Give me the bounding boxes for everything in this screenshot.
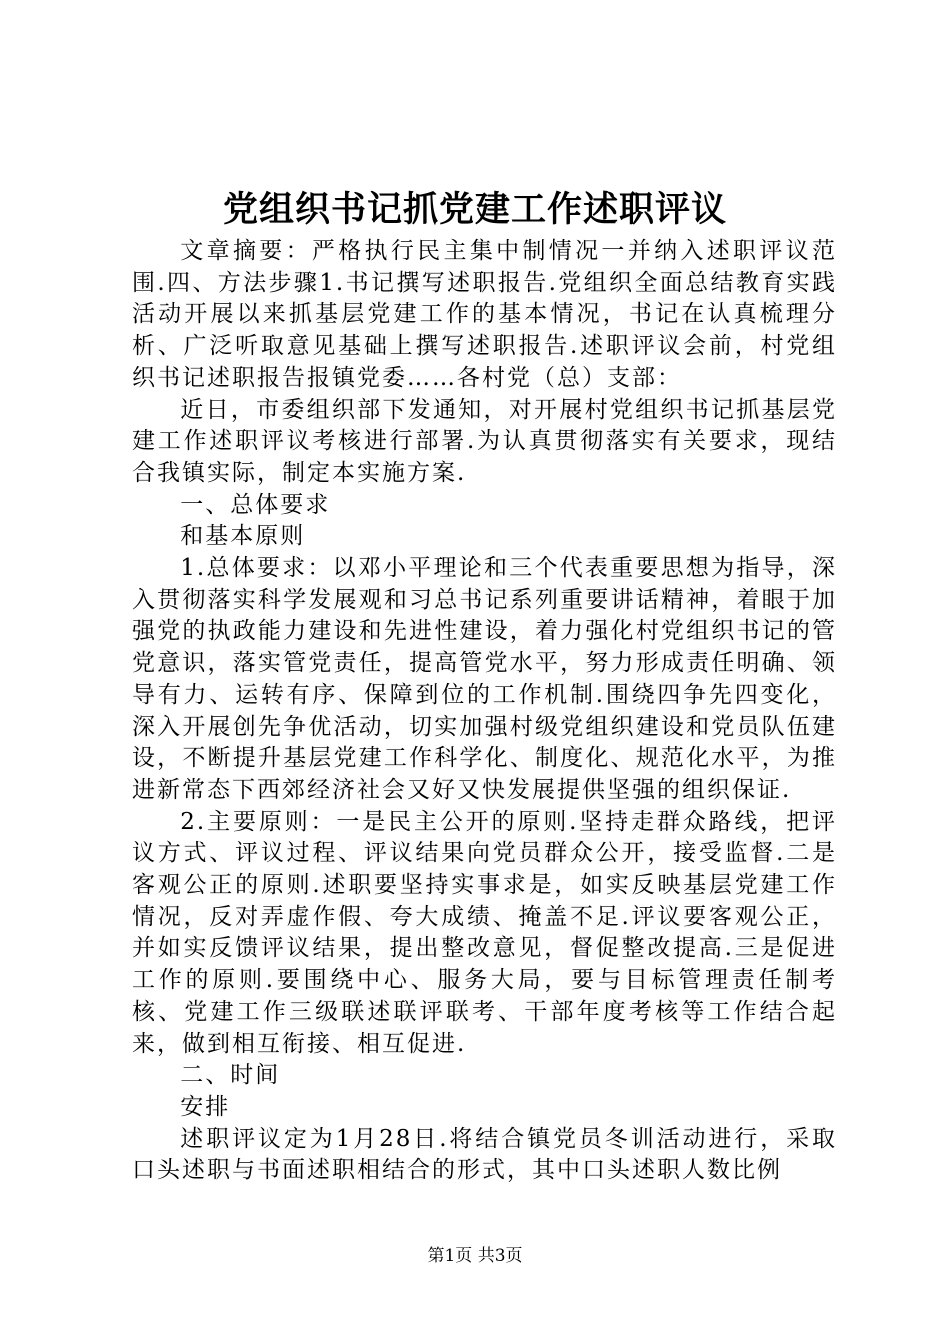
document-title: 党组织书记抓党建工作述职评议 bbox=[222, 189, 727, 230]
section-heading-2: 二、时间 bbox=[180, 1062, 281, 1089]
paragraph-main-principles: 2.主要原则：一是民主公开的原则.坚持走群众路线，把评议方式、评议过程、评议结果向党员群众公开，接受监督.二是客观公正的原则.述职要坚持实事求是，如实反映基层党建工作情况，反对弄虚作假、夸大成绩、掩盖不足.评议要客观公正，并如实反馈评议结果，提出整改意见，督促整改提高.三是促进工作的原则.要围绕中心、服务大局，要与目标管理责任制考核、党建工作三级联述联评联考、干部年度考核等工作结合起来，做到相互衔接、相互促进. bbox=[132, 808, 837, 1057]
paragraph-general-requirements: 1.总体要求：以邓小平理论和三个代表重要思想为指导，深入贯彻落实科学发展观和习总书记系列重要讲话精神，着眼于加强党的执政能力建设和先进性建设，着力强化村党组织书记的管党意识，落实管党责任，提高管党水平，努力形成责任明确、领导有力、运转有序、保障到位的工作机制.围绕四争先四变化，深入开展创先争优活动，切实加强村级党组织建设和党员队伍建设，不断提升基层党建工作科学化、制度化、规范化水平，为推进新常态下西郊经济社会又好又快发展提供坚强的组织保证. bbox=[132, 555, 837, 803]
paragraph-abstract: 文章摘要：严格执行民主集中制情况一并纳入述职评议范围.四、方法步骤1.书记撰写述职报告.党组织全面总结教育实践活动开展以来抓基层党建工作的基本情况，书记在认真梳理分析、广泛听取意见基础上撰写述职报告.述职评议会前，村党组织书记述职报告报镇党委……各村党（总）支部： bbox=[132, 238, 837, 391]
section-heading-1: 一、总体要求 bbox=[180, 491, 331, 518]
document-body bbox=[132, 236, 837, 1187]
page-footer: 第1页 共3页 bbox=[427, 1246, 523, 1266]
paragraph-intro: 近日，市委组织部下发通知，对开展村党组织书记抓基层党建工作述职评议考核进行部署.为认真贯彻落实有关要求，现结合我镇实际，制定本实施方案. bbox=[132, 396, 837, 486]
paragraph-schedule: 述职评议定为1月28日.将结合镇党员冬训活动进行，采取口头述职与书面述职相结合的形式，其中口头述职人数比例 bbox=[132, 1125, 837, 1184]
section-heading-1-continued: 和基本原则 bbox=[180, 523, 306, 550]
section-heading-2-continued: 安排 bbox=[180, 1093, 231, 1120]
